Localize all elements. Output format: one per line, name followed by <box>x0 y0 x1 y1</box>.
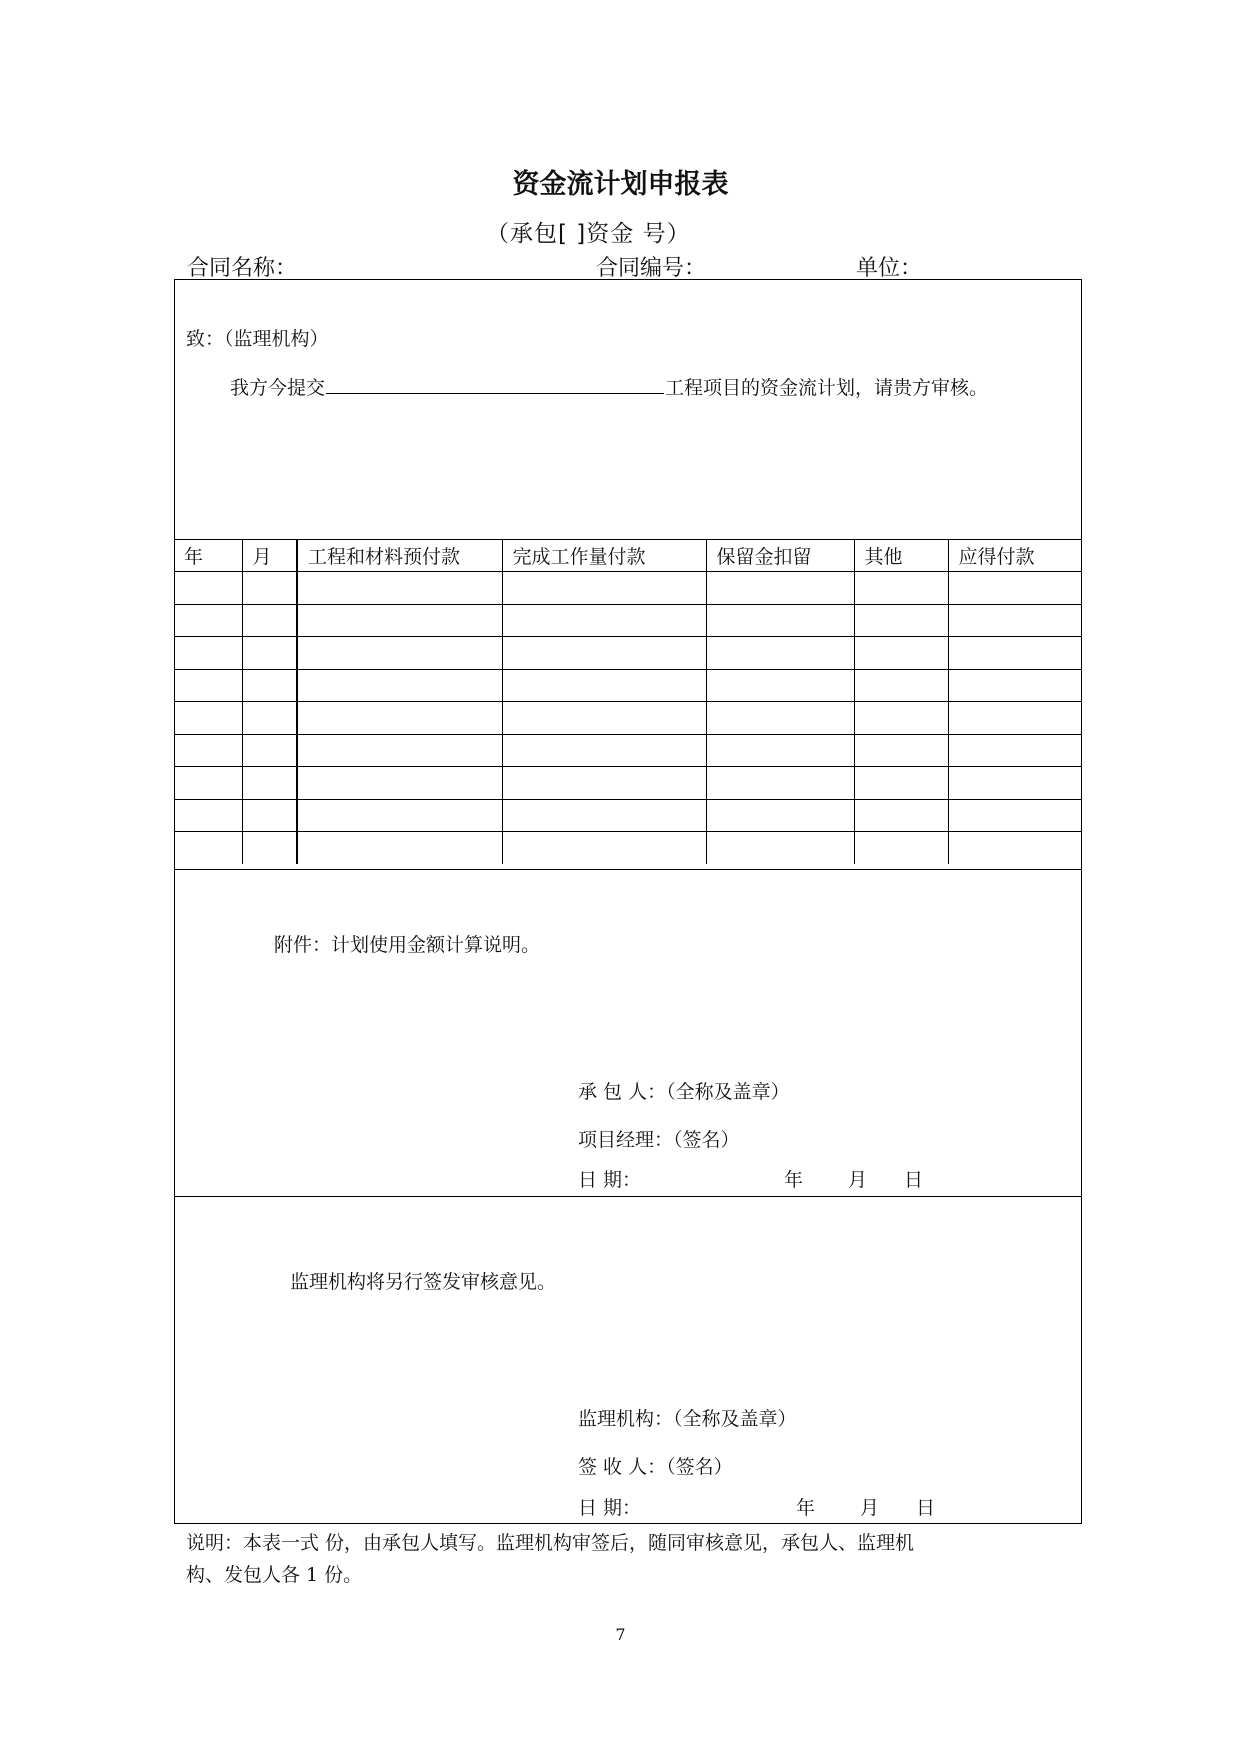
table-cell[interactable] <box>948 767 1082 800</box>
table-cell[interactable] <box>706 832 854 865</box>
table-cell[interactable] <box>502 799 706 832</box>
table-cell[interactable] <box>297 604 502 637</box>
receiver-date-month: 月 <box>860 1497 880 1519</box>
table-cell[interactable] <box>706 604 854 637</box>
column-header: 月 <box>242 539 297 572</box>
column-header: 年 <box>174 539 242 572</box>
table-cell[interactable] <box>174 604 242 637</box>
table-cell[interactable] <box>502 702 706 735</box>
section-divider <box>174 1196 1082 1197</box>
table-row <box>174 767 1082 800</box>
receiver-date-day: 日 <box>916 1497 936 1519</box>
submission-statement <box>230 373 988 400</box>
project-name-blank[interactable] <box>326 373 664 394</box>
table-cell[interactable] <box>174 799 242 832</box>
table-row <box>174 669 1082 702</box>
table-cell[interactable] <box>706 734 854 767</box>
column-header: 其他 <box>854 539 948 572</box>
section-divider <box>174 869 1082 870</box>
table-cell[interactable] <box>502 669 706 702</box>
table-cell[interactable] <box>242 637 297 670</box>
table-cell[interactable] <box>854 604 948 637</box>
table-cell[interactable] <box>502 832 706 865</box>
contractor-date-month: 月 <box>848 1169 868 1191</box>
table-cell[interactable] <box>948 637 1082 670</box>
table-cell[interactable] <box>297 832 502 865</box>
contractor-date-label: 日 期： <box>578 1169 642 1191</box>
table-cell[interactable] <box>948 799 1082 832</box>
contractor-date-day: 日 <box>904 1169 924 1191</box>
column-header: 工程和材料预付款 <box>297 539 502 572</box>
table-cell[interactable] <box>706 572 854 605</box>
table-cell[interactable] <box>174 637 242 670</box>
table-cell[interactable] <box>297 767 502 800</box>
table-cell[interactable] <box>297 734 502 767</box>
table-cell[interactable] <box>854 767 948 800</box>
table-cell[interactable] <box>242 702 297 735</box>
table-cell[interactable] <box>706 799 854 832</box>
table-cell[interactable] <box>502 767 706 800</box>
table-cell[interactable] <box>854 637 948 670</box>
table-cell[interactable] <box>174 572 242 605</box>
contractor-label: 承 包 人：（全称及盖章） <box>578 1081 790 1103</box>
contract-no-label: 合同编号： <box>596 256 707 281</box>
table-cell[interactable] <box>948 832 1082 865</box>
table-cell[interactable] <box>854 572 948 605</box>
receiver-date-label: 日 期： <box>578 1497 642 1519</box>
table-cell[interactable] <box>297 702 502 735</box>
receiver-date-year: 年 <box>796 1497 816 1519</box>
table-cell[interactable] <box>297 669 502 702</box>
submission-prefix: 我方今提交 <box>230 377 326 399</box>
table-cell[interactable] <box>948 702 1082 735</box>
table-cell[interactable] <box>242 799 297 832</box>
table-cell[interactable] <box>242 832 297 865</box>
submission-suffix: 工程项目的资金流计划，请贵方审核。 <box>665 377 989 399</box>
column-header: 保留金扣留 <box>706 539 854 572</box>
receiver-label: 签 收 人：（签名） <box>578 1456 733 1478</box>
table-cell[interactable] <box>854 669 948 702</box>
table-cell[interactable] <box>948 734 1082 767</box>
table-cell[interactable] <box>174 669 242 702</box>
table-cell[interactable] <box>854 832 948 865</box>
form-number: （承包[ ]资金 号） <box>486 221 691 247</box>
table-cell[interactable] <box>174 734 242 767</box>
table-row <box>174 734 1082 767</box>
footer-note-line2: 构、发包人各 1 份。 <box>186 1564 363 1586</box>
table-cell[interactable] <box>297 572 502 605</box>
form-frame <box>174 279 1082 1524</box>
attachment-note: 附件：计划使用金额计算说明。 <box>274 934 541 956</box>
table-cell[interactable] <box>502 734 706 767</box>
table-row <box>174 604 1082 637</box>
table-cell[interactable] <box>174 702 242 735</box>
contract-name-label: 合同名称： <box>187 256 298 281</box>
table-row <box>174 799 1082 832</box>
page-number: 7 <box>615 1625 626 1644</box>
addressee-line: 致：（监理机构） <box>186 328 329 350</box>
table-row <box>174 832 1082 865</box>
table-cell[interactable] <box>854 734 948 767</box>
table-cell[interactable] <box>854 799 948 832</box>
supervisor-note: 监理机构将另行签发审核意见。 <box>290 1271 557 1293</box>
contractor-date-year: 年 <box>784 1169 804 1191</box>
table-cell[interactable] <box>242 767 297 800</box>
cashflow-table <box>174 539 1082 864</box>
table-row <box>174 637 1082 670</box>
table-cell[interactable] <box>242 572 297 605</box>
column-header: 应得付款 <box>948 539 1082 572</box>
table-cell[interactable] <box>948 669 1082 702</box>
table-cell[interactable] <box>706 669 854 702</box>
table-cell[interactable] <box>297 799 502 832</box>
footer-note-line1: 说明：本表一式 份，由承包人填写。监理机构审签后，随同审核意见，承包人、监理机 <box>186 1532 915 1554</box>
unit-label: 单位： <box>856 256 923 281</box>
table-row <box>174 572 1082 605</box>
column-header: 完成工作量付款 <box>502 539 706 572</box>
table-cell[interactable] <box>706 767 854 800</box>
page-title: 资金流计划申报表 <box>512 169 729 200</box>
table-cell[interactable] <box>706 702 854 735</box>
table-cell[interactable] <box>242 734 297 767</box>
table-cell[interactable] <box>242 604 297 637</box>
table-cell[interactable] <box>174 767 242 800</box>
table-cell[interactable] <box>854 702 948 735</box>
project-manager-label: 项目经理：（签名） <box>578 1129 740 1151</box>
table-cell[interactable] <box>948 604 1082 637</box>
table-header-row <box>174 539 1082 572</box>
table-cell[interactable] <box>706 637 854 670</box>
table-row <box>174 702 1082 735</box>
table-cell[interactable] <box>242 669 297 702</box>
table-cell[interactable] <box>502 637 706 670</box>
table-cell[interactable] <box>502 604 706 637</box>
supervisor-label: 监理机构：（全称及盖章） <box>578 1408 797 1430</box>
table-cell[interactable] <box>502 572 706 605</box>
table-cell[interactable] <box>174 832 242 865</box>
table-cell[interactable] <box>948 572 1082 605</box>
table-cell[interactable] <box>297 637 502 670</box>
